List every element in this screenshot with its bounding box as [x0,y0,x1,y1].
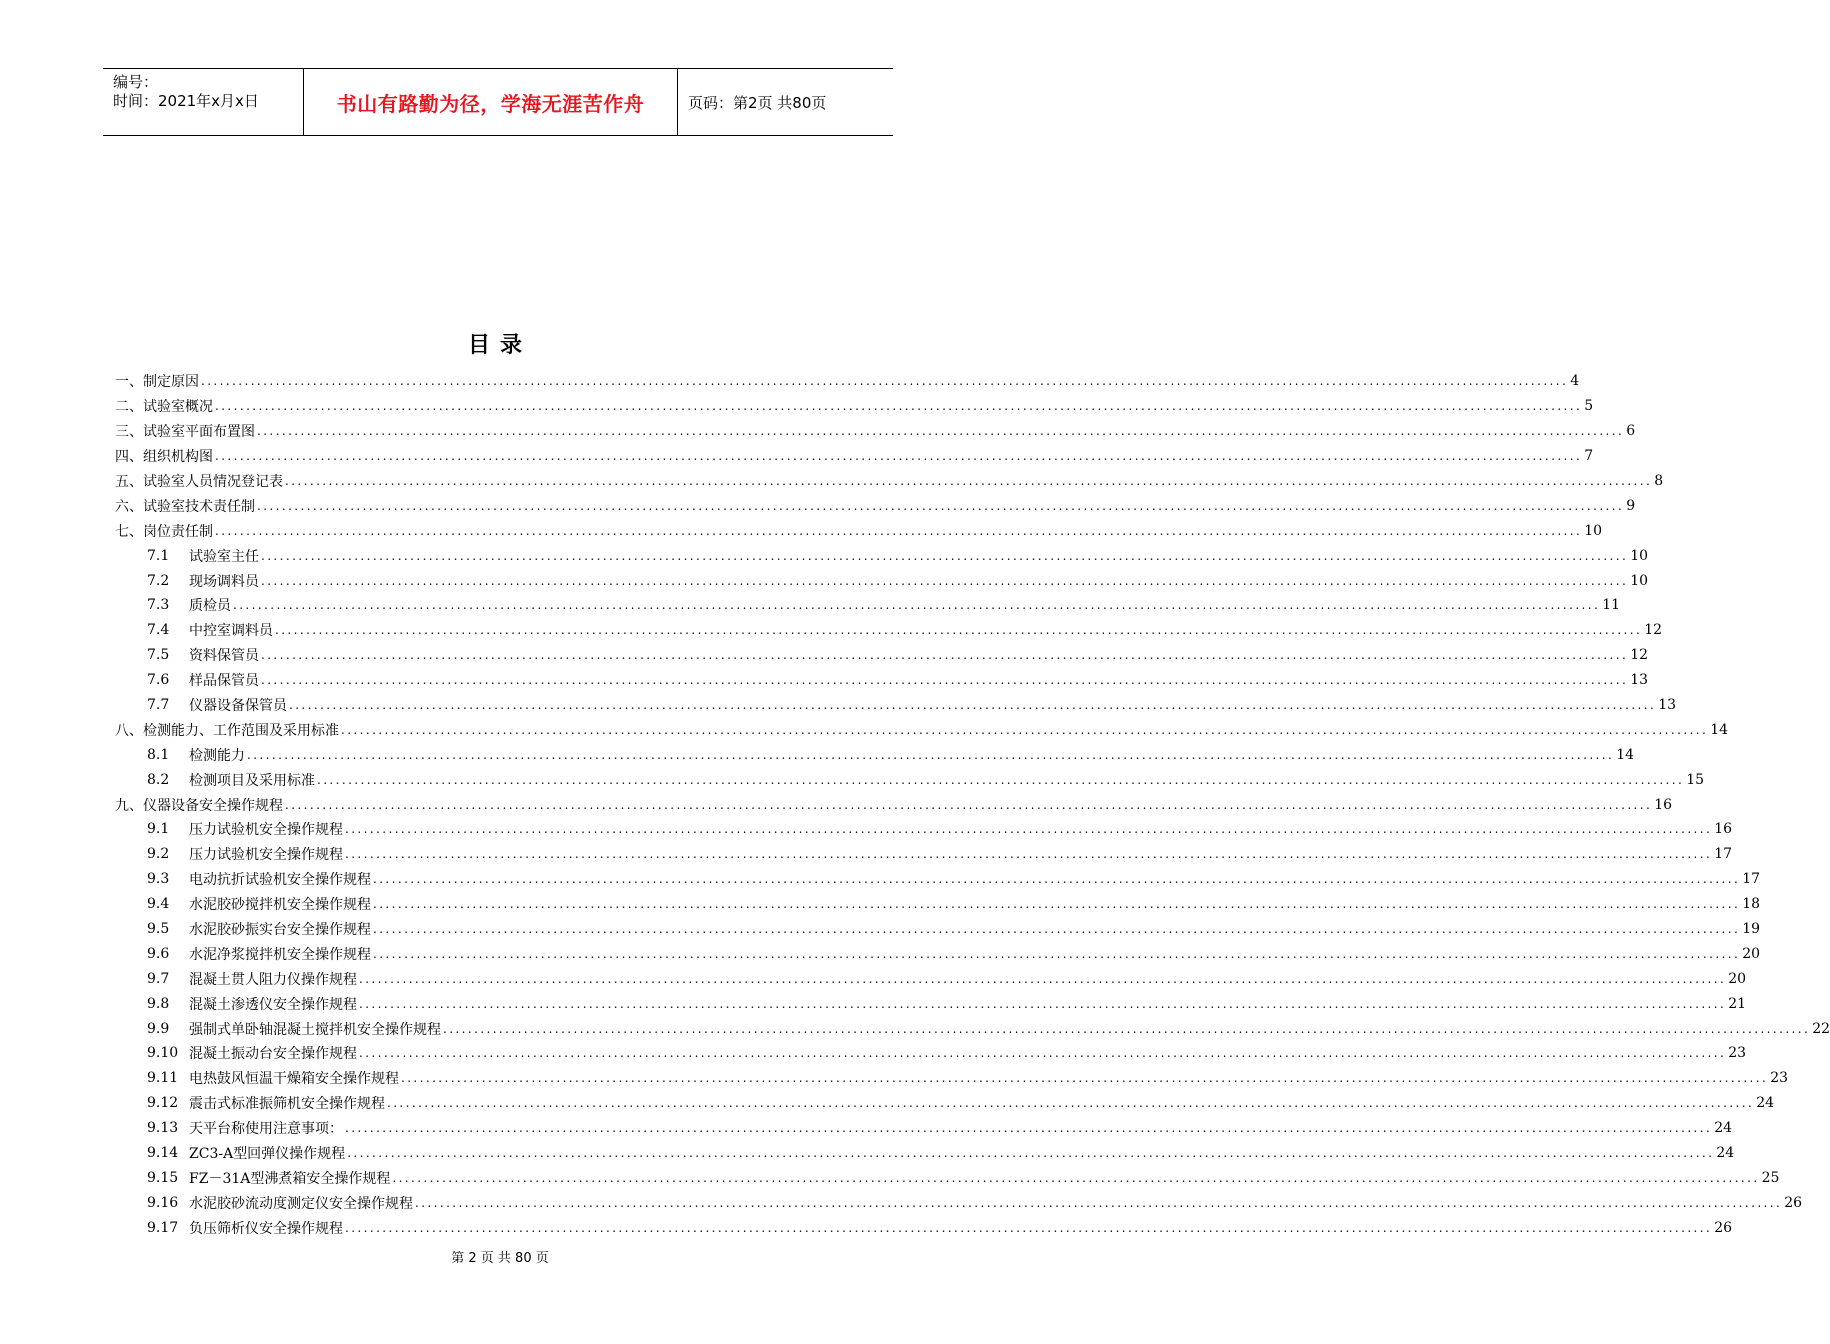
toc-entry-number: 8.2 [147,771,170,788]
toc-entry-page: 24 [1716,1145,1735,1162]
toc-entry-title: 混凝土渗透仪安全操作规程 [189,996,357,1013]
toc-entry-number: 7.7 [147,697,170,714]
toc-entry[interactable] [115,717,1729,742]
toc-entry-number: 9.5 [147,921,170,938]
time-label: 时间：2021年x月x日 [113,92,259,110]
toc-leader-dots: ............................................................................................................................................................................................................................ [359,996,1727,1011]
toc-entry[interactable] [115,469,1664,494]
toc-entry-title: 八、检测能力、工作范围及采用标准 [115,722,339,739]
toc-leader-dots: ............................................................................................................................................................................................................................ [345,822,1713,837]
toc-entry-title: 水泥胶砂搅拌机安全操作规程 [189,897,371,914]
toc-entry-page: 10 [1584,522,1603,539]
toc-entry-page: 6 [1626,423,1636,440]
toc-entry-number: 9.6 [147,945,170,962]
toc-entry-page: 10 [1630,572,1649,589]
toc-entry[interactable] [115,643,1649,668]
toc-entry[interactable] [115,1190,1803,1215]
toc-leader-dots: ............................................................................................................................................................................................................................ [359,971,1727,986]
toc-entry[interactable] [115,742,1635,767]
toc-entry[interactable] [115,867,1761,892]
toc-leader-dots: ............................................................................................................................................................................................................................ [285,474,1653,488]
toc-entry-page: 24 [1714,1120,1733,1137]
toc-entry-page: 17 [1714,846,1733,863]
toc-entry-number: 9.3 [147,871,170,888]
toc-entry-page: 13 [1630,672,1649,689]
toc-entry-page: 22 [1812,1020,1830,1037]
toc-entry-page: 19 [1742,921,1761,938]
toc-entry-number: 9.1 [147,821,170,838]
toc-leader-dots: ............................................................................................................................................................................................................................ [261,648,1629,663]
toc-entry-page: 18 [1742,896,1761,913]
toc-entry-title: 现场调料员 [189,573,259,590]
toc-entry-number: 7.5 [147,647,170,664]
toc-leader-dots: ............................................................................................................................................................................................................................ [373,872,1741,887]
toc-entry-title: 检测能力 [189,747,245,764]
toc-entry[interactable] [115,444,1594,469]
toc-entry-number: 9.13 [147,1120,179,1137]
toc-entry[interactable] [115,419,1636,444]
toc-entry-page: 23 [1770,1070,1789,1087]
toc-entry-page: 9 [1626,497,1636,514]
toc-leader-dots: ............................................................................................................................................................................................................................ [257,424,1625,439]
toc-title: 目录 [467,333,532,358]
toc-entry[interactable] [115,618,1663,643]
toc-entry-number: 9.17 [147,1219,179,1236]
header-left-cell [103,69,304,135]
toc-entry-title: 强制式单卧轴混凝土搅拌机安全操作规程 [189,1021,441,1038]
toc-entry[interactable] [115,991,1747,1016]
toc-entry[interactable] [115,668,1649,693]
toc-entry-number: 9.14 [147,1145,179,1162]
toc-entry-page: 20 [1728,970,1747,987]
toc-leader-dots: ............................................................................................................................................................................................................................ [261,673,1629,688]
toc-leader-dots: ............................................................................................................................................................................................................................ [215,523,1583,538]
toc-entry-number: 9.8 [147,995,170,1012]
toc-entry-title: 水泥净浆搅拌机安全操作规程 [189,946,371,963]
toc-entry[interactable] [115,767,1705,792]
toc-leader-dots: ............................................................................................................................................................................................................................ [341,722,1709,737]
toc-leader-dots: ............................................................................................................................................................................................................................ [257,498,1625,513]
number-label: 编号： [113,73,159,91]
table-of-contents [115,369,1830,1240]
toc-entry-page: 17 [1742,871,1761,888]
toc-entry-number: 7.4 [147,622,170,639]
toc-entry-number: 7.3 [147,597,170,614]
toc-entry-title: 仪器设备保管员 [189,698,287,715]
toc-entry-page: 8 [1654,473,1664,489]
toc-entry-page: 20 [1742,945,1761,962]
toc-leader-dots: ............................................................................................................................................................................................................................ [359,1046,1727,1061]
toc-entry[interactable] [115,518,1603,543]
toc-entry-title: FZ－31A型沸煮箱安全操作规程 [189,1170,391,1187]
toc-entry-number: 9.15 [147,1169,179,1186]
toc-entry-number: 9.16 [147,1194,179,1211]
toc-entry-title: 电热鼓风恒温干燥箱安全操作规程 [189,1071,399,1088]
toc-entry-title: 水泥胶砂振实台安全操作规程 [189,922,371,939]
toc-entry-number: 8.1 [147,746,170,763]
toc-leader-dots: ............................................................................................................................................................................................................................ [261,573,1629,588]
toc-entry-page: 14 [1710,721,1729,738]
toc-entry-title: 中控室调料员 [189,623,273,640]
toc-entry[interactable] [115,1215,1733,1240]
toc-entry-title: 压力试验机安全操作规程 [189,822,343,839]
toc-entry-page: 14 [1616,746,1635,763]
toc-entry[interactable] [115,1141,1735,1166]
toc-entry-page: 12 [1630,647,1649,664]
toc-entry-title: 质检员 [189,598,231,615]
toc-entry-page: 21 [1728,995,1747,1012]
toc-entry-number: 9.11 [147,1070,179,1087]
toc-leader-dots: ............................................................................................................................................................................................................................ [317,772,1685,787]
toc-entry[interactable] [115,543,1649,568]
toc-entry-title: 五、试验室人员情况登记表 [115,474,283,490]
toc-entry[interactable] [115,593,1621,618]
toc-entry[interactable] [115,394,1594,419]
toc-entry-title: 六、试验室技术责任制 [115,498,255,515]
toc-entry-number: 7.1 [147,547,170,564]
toc-leader-dots: ............................................................................................................................................................................................................................ [373,922,1741,937]
toc-entry-page: 4 [1570,373,1580,390]
toc-leader-dots: ............................................................................................................................................................................................................................ [345,847,1713,862]
toc-entry-title: 资料保管员 [189,648,259,665]
toc-entry-page: 23 [1728,1045,1747,1062]
toc-entry-title: 压力试验机安全操作规程 [189,847,343,864]
toc-entry-title: 二、试验室概况 [115,399,213,416]
toc-entry-page: 25 [1761,1169,1780,1186]
toc-entry-title: 三、试验室平面布置图 [115,424,255,441]
toc-entry[interactable] [115,892,1761,917]
toc-entry-page: 26 [1714,1219,1733,1236]
toc-leader-dots: ............................................................................................................................................................................................................................ [401,1071,1769,1086]
page-header [103,68,893,136]
toc-entry[interactable] [115,568,1649,593]
toc-entry[interactable] [115,817,1733,842]
toc-entry[interactable] [115,1066,1789,1091]
toc-entry-page: 26 [1784,1194,1803,1211]
toc-entry[interactable] [115,941,1761,966]
toc-leader-dots: ............................................................................................................................................................................................................................ [345,1121,1713,1136]
toc-entry-title: 天平台称使用注意事项： [189,1121,343,1138]
toc-entry-number: 7.2 [147,572,170,589]
toc-leader-dots: ............................................................................................................................................................................................................................ [345,1220,1713,1235]
toc-leader-dots: ............................................................................................................................................................................................................................ [373,897,1741,912]
toc-entry-number: 7.6 [147,672,170,689]
toc-leader-dots: ............................................................................................................................................................................................................................ [443,1021,1811,1036]
toc-leader-dots: ............................................................................................................................................................................................................................ [247,747,1615,762]
toc-entry-page: 12 [1644,622,1663,639]
toc-entry-page: 7 [1584,448,1594,465]
toc-entry-page: 13 [1658,697,1677,714]
toc-entry-title: 电动抗折试验机安全操作规程 [189,872,371,889]
toc-entry-number: 9.12 [147,1095,179,1112]
toc-leader-dots: ............................................................................................................................................................................................................................ [285,797,1653,812]
toc-entry-number: 9.4 [147,896,170,913]
toc-entry-title: 一、制定原因 [115,374,199,391]
toc-entry[interactable] [115,1016,1830,1041]
toc-entry-number: 9.2 [147,846,170,863]
toc-entry-title: 样品保管员 [189,673,259,690]
toc-entry[interactable] [115,842,1733,867]
toc-entry[interactable] [115,1041,1747,1066]
header-page-info: 页码：第2页 共80页 [688,93,827,112]
toc-leader-dots: ............................................................................................................................................................................................................................ [275,623,1643,638]
toc-leader-dots: ............................................................................................................................................................................................................................ [347,1146,1715,1161]
toc-entry-page: 24 [1756,1095,1775,1112]
toc-entry-title: 混凝土振动台安全操作规程 [189,1046,357,1063]
toc-entry-number: 9.7 [147,970,170,987]
toc-entry-number: 9.9 [147,1020,170,1037]
toc-entry[interactable] [115,369,1580,394]
toc-entry[interactable] [115,792,1673,817]
toc-leader-dots: ............................................................................................................................................................................................................................ [392,1170,1760,1185]
toc-leader-dots: ............................................................................................................................................................................................................................ [415,1195,1783,1210]
toc-entry-page: 10 [1630,547,1649,564]
toc-entry-title: 试验室主任 [189,548,259,565]
toc-entry-page: 5 [1584,398,1594,415]
toc-entry[interactable] [115,917,1761,942]
toc-entry-page: 16 [1654,796,1673,813]
toc-leader-dots: ............................................................................................................................................................................................................................ [201,374,1569,389]
toc-entry[interactable] [115,693,1677,718]
toc-leader-dots: ............................................................................................................................................................................................................................ [215,399,1583,414]
toc-entry-page: 11 [1602,597,1621,614]
header-motto: 书山有路勤为径，学海无涯苦作舟 [304,69,678,135]
toc-entry-title: 九、仪器设备安全操作规程 [115,797,283,814]
page-footer: 第 2 页 共 80 页 [451,1251,549,1266]
toc-entry-page: 15 [1686,771,1705,788]
toc-entry[interactable] [115,1091,1775,1116]
toc-entry[interactable] [115,1166,1780,1191]
toc-leader-dots: ............................................................................................................................................................................................................................ [261,548,1629,563]
toc-entry-title: 混凝土贯人阻力仪操作规程 [189,971,357,988]
toc-entry[interactable] [115,1116,1733,1141]
toc-entry-title: 震击式标准振筛机安全操作规程 [189,1096,385,1113]
toc-entry-title: 检测项目及采用标准 [189,772,315,789]
toc-entry[interactable] [115,493,1636,518]
toc-entry-title: ZC3-A型回弹仪操作规程 [189,1146,346,1163]
toc-entry-title: 七、岗位责任制 [115,523,213,540]
toc-entry[interactable] [115,966,1747,991]
toc-leader-dots: ............................................................................................................................................................................................................................ [387,1096,1755,1111]
toc-entry-number: 9.10 [147,1045,179,1062]
toc-entry-title: 水泥胶砂流动度测定仪安全操作规程 [189,1195,413,1212]
toc-leader-dots: ............................................................................................................................................................................................................................ [289,698,1657,713]
toc-leader-dots: ............................................................................................................................................................................................................................ [215,449,1583,464]
toc-leader-dots: ............................................................................................................................................................................................................................ [233,598,1601,613]
toc-entry-page: 16 [1714,821,1733,838]
toc-leader-dots: ............................................................................................................................................................................................................................ [373,946,1741,961]
toc-entry-title: 四、组织机构图 [115,449,213,466]
toc-entry-title: 负压筛析仪安全操作规程 [189,1220,343,1237]
